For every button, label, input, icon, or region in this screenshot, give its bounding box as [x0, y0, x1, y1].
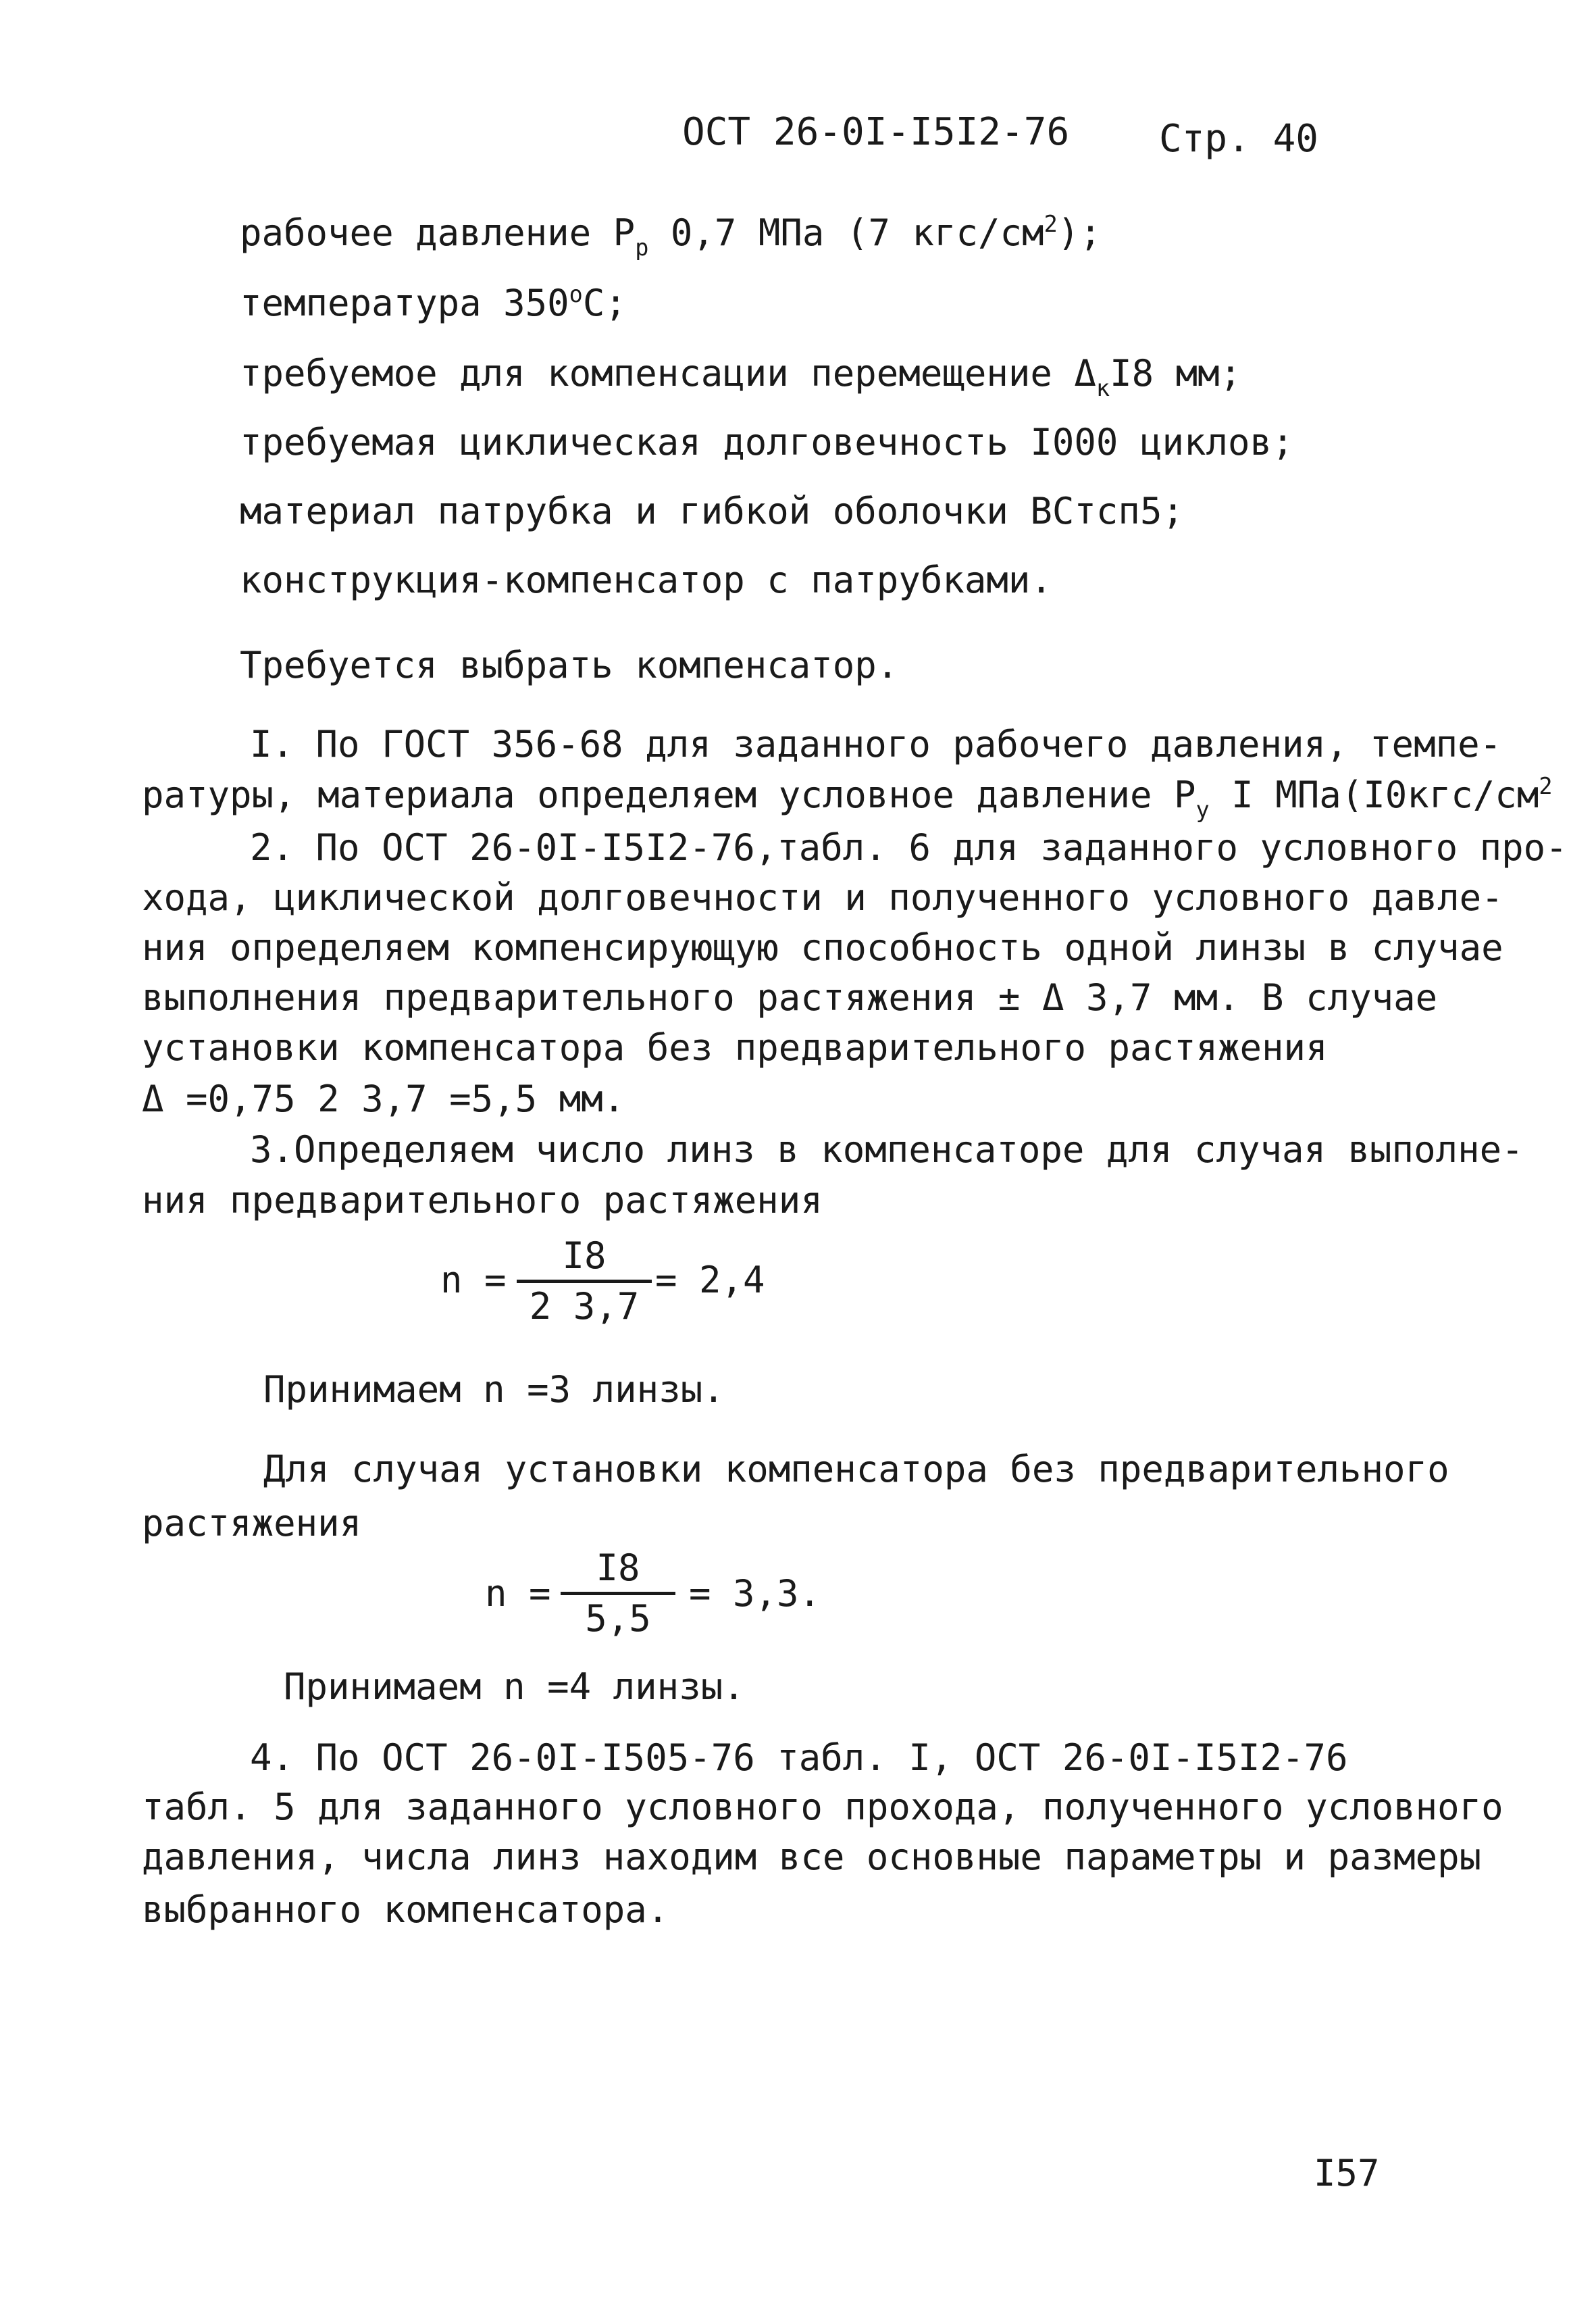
step3-line1: 3.Определяем число линз в компенсаторе для случая выполне-	[250, 1128, 1524, 1171]
step3-accept2: Принимаем n =4 линзы.	[284, 1665, 745, 1708]
step2-line3: ния определяем компенсирующую способность одной линзы в случае	[142, 926, 1503, 969]
given-temperature-text: температура 350	[240, 282, 569, 324]
given-durability: требуемая циклическая долговечность I000 циклов;	[240, 421, 1294, 463]
given-pressure	[240, 210, 1102, 261]
given-temperature-unit: С;	[582, 282, 627, 324]
degree-superscript: о	[569, 280, 583, 307]
given-pressure-text: рабочее давление P	[240, 211, 636, 254]
given-temperature	[240, 280, 627, 324]
step1-line2	[142, 772, 1553, 824]
formula2-result: = 3,3.	[689, 1572, 821, 1615]
step4-line2: табл. 5 для заданного условного прохода, полученного условного	[142, 1786, 1503, 1828]
pressure-subscript: р	[635, 234, 649, 261]
formula2-lhs: n =	[485, 1572, 551, 1615]
formula2-fraction-bar	[561, 1592, 675, 1595]
step3-case2-line1: Для случая установки компенсатора без предварительного	[263, 1448, 1449, 1490]
step4-line4: выбранного компенсатора.	[142, 1888, 669, 1931]
step4-line1: 4. По ОСТ 26-0I-I505-76 табл. I, ОСТ 26-0I-I5I2-76	[250, 1736, 1348, 1779]
given-displacement-value: I8 мм;	[1110, 352, 1242, 395]
given-displacement	[240, 352, 1242, 402]
given-pressure-end: );	[1057, 211, 1102, 254]
pressure-superscript: 2	[1044, 210, 1058, 237]
formula1-numerator: I8	[562, 1234, 607, 1277]
formula1-fraction	[517, 1234, 652, 1328]
step2-line4: выполнения предварительного растяжения ± Δ 3,7 мм. В случае	[142, 976, 1438, 1019]
given-displacement-text: требуемое для компенсации перемещение Δ	[240, 352, 1096, 395]
step3-case2-line2: растяжения	[142, 1502, 362, 1544]
formula1-result: = 2,4	[655, 1259, 765, 1301]
page-label: Стр. 40	[1159, 117, 1319, 161]
formula2-fraction	[561, 1546, 675, 1640]
step2-line2: хода, циклической долговечности и полученного условного давле-	[142, 876, 1503, 919]
step1-line1: I. По ГОСТ 356-68 для заданного рабочего давления, темпе-	[250, 723, 1502, 765]
formula2-denominator: 5,5	[585, 1597, 651, 1640]
document-code: ОСТ 26-0I-I5I2-76	[682, 110, 1070, 154]
formula1-fraction-bar	[517, 1280, 652, 1283]
sheet-number: I57	[1314, 2152, 1380, 2194]
given-design: конструкция-компенсатор с патрубками.	[240, 559, 1052, 601]
displacement-subscript: к	[1096, 375, 1110, 402]
step4-line3: давления, числа линз находим все основные параметры и размеры	[142, 1836, 1482, 1878]
step1-superscript: 2	[1539, 772, 1553, 799]
step2-line6: Δ =0,75 2 3,7 =5,5 мм.	[142, 1078, 625, 1120]
step2-line1: 2. По ОСТ 26-0I-I5I2-76,табл. 6 для заданного условного про-	[250, 826, 1568, 869]
formula1-lhs: n =	[440, 1259, 507, 1301]
formula1-denominator: 2 3,7	[529, 1285, 640, 1328]
nominal-pressure-subscript: у	[1195, 797, 1210, 824]
step3-accept1: Принимаем n =3 линзы.	[263, 1368, 725, 1411]
formula2-numerator: I8	[596, 1546, 640, 1589]
step1-line2-value: I МПа(I0кгс/см	[1209, 774, 1539, 816]
step1-line2-text: ратуры, материала определяем условное давление P	[142, 774, 1196, 816]
task-statement: Требуется выбрать компенсатор.	[240, 644, 899, 686]
given-pressure-value: 0,7 МПа (7 кгс/см	[648, 211, 1044, 254]
step2-line5: установки компенсатора без предварительного растяжения	[142, 1026, 1328, 1069]
given-material: материал патрубка и гибкой оболочки ВСтсп5;	[240, 490, 1184, 532]
step3-line2: ния предварительного растяжения	[142, 1179, 823, 1222]
